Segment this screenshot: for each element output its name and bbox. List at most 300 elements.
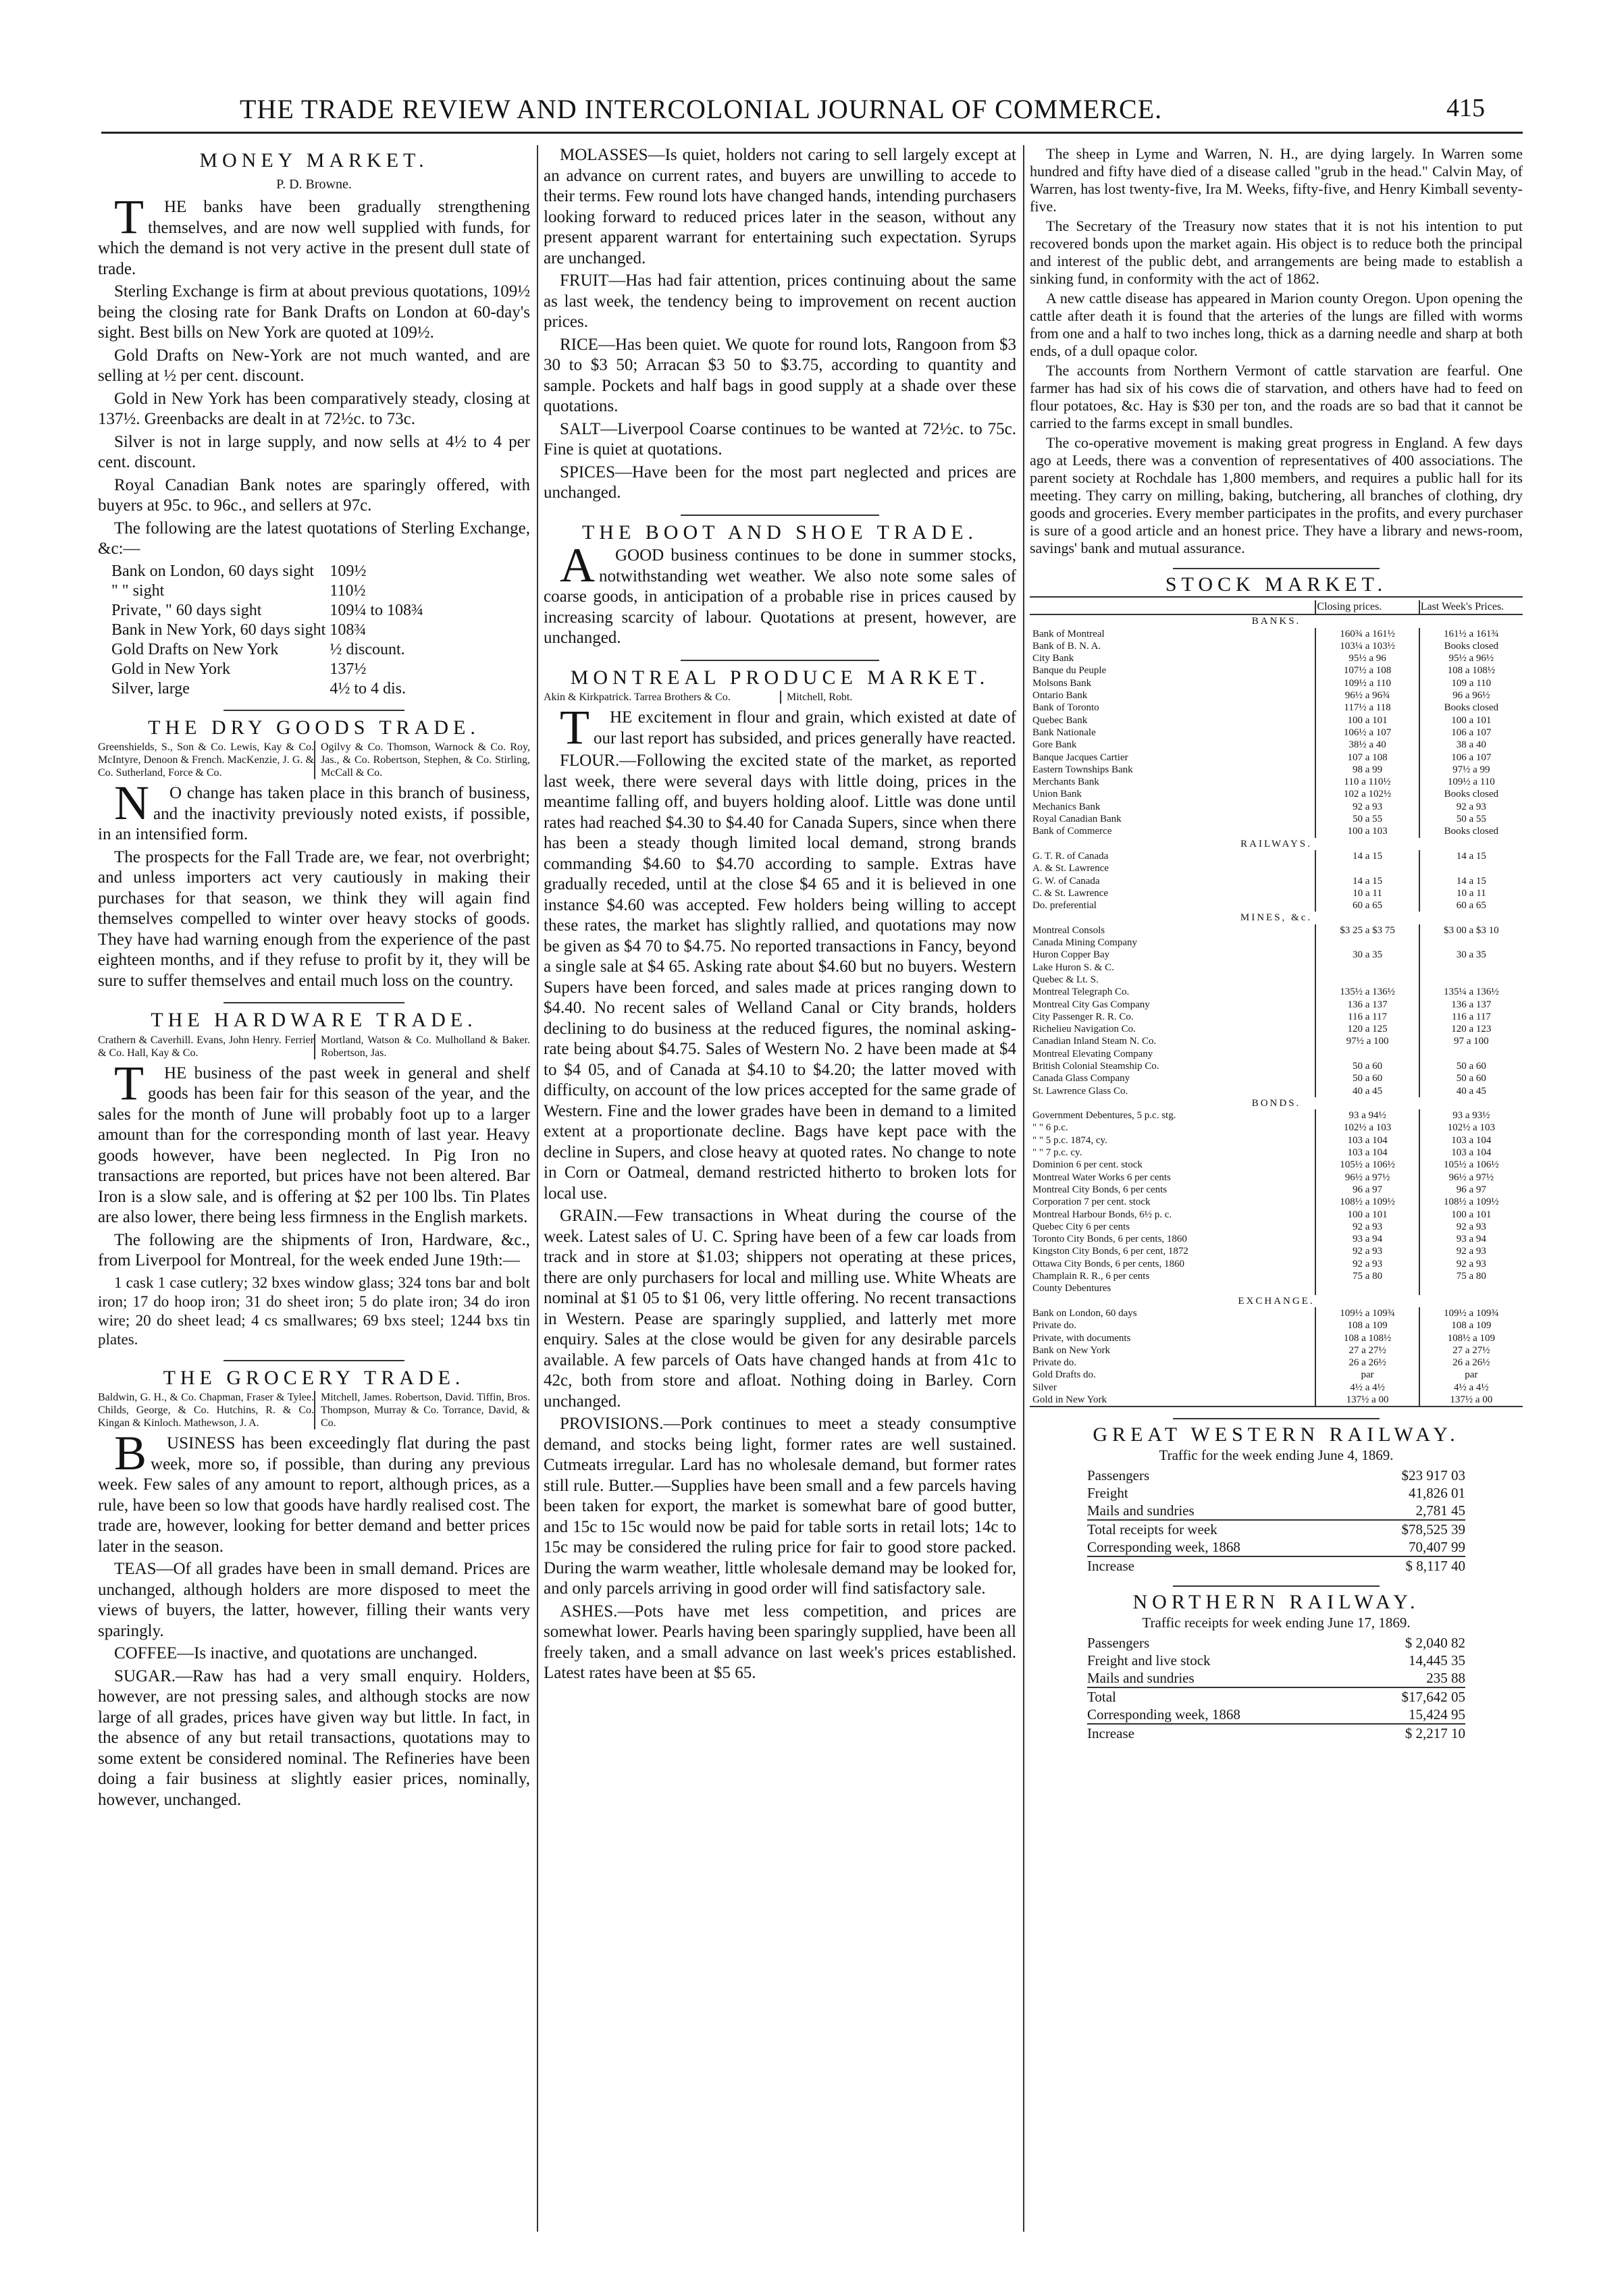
traffic-label: Total receipts for week [1087,1520,1354,1538]
last-week-price: 109½ a 110 [1419,776,1523,788]
stock-row [1030,999,1523,1011]
closing-price: 93 a 94½ [1315,1109,1419,1122]
stock-row [1030,1159,1523,1171]
stock-row [1030,1369,1523,1381]
closing-price: 92 a 93 [1315,1245,1419,1257]
paragraph: SALT—Liverpool Coarse continues to be wanted at 72½c. to 75c. Fine is quiet at quotations. [544,419,1016,458]
stock-row [1030,1357,1523,1369]
last-week-price [1419,962,1523,974]
closing-price: 60 a 65 [1315,899,1419,912]
news-paragraph: The Secretary of the Treasury now states that it is not his intention to put recovered bonds upon the market again. His object is to reduce both the principal and interest of the public debt, and arrangements are being made to establish a sinking fund, in conformity with the act of 1862. [1030,217,1523,287]
last-week-price: 30 a 35 [1419,949,1523,961]
paragraph: The following are the shipments of Iron, Hardware, &c., from Liverpool for Montreal, for the week ended June 19th:— [98,1230,530,1269]
stock-name: Bank on New York [1032,1344,1111,1356]
last-week-price: 97½ a 99 [1419,764,1523,776]
stock-row [1030,1109,1523,1122]
broker-list-left: Greenshields, S., Son & Co. Lewis, Kay & Co. McIntyre, Denoon & French. MacKenzie, J. G. & Co. Sutherland, Force & Co. [98,741,314,779]
stock-row [1030,1282,1523,1294]
last-week-price: 100 a 101 [1419,1209,1523,1221]
stock-group-heading [1030,838,1523,850]
traffic-amount: $ 2,217 10 [1354,1724,1465,1742]
traffic-label: Corresponding week, 1868 [1087,1706,1240,1723]
northern-subtitle: Traffic receipts for week ending June 17, 1869. [1142,1614,1411,1631]
closing-price: 10 a 11 [1315,887,1419,899]
quote-row [111,640,427,660]
traffic-amount: $17,642 05 [1354,1687,1465,1706]
stock-row [1030,1023,1523,1035]
traffic-row [1087,1634,1465,1652]
stock-row [1030,776,1523,788]
stock-row [1030,1270,1523,1282]
great-western-section [1030,1423,1523,1575]
stock-name: City Bank [1032,653,1074,664]
boot-shoe-heading: THE BOOT AND SHOE TRADE. [581,521,978,544]
broker-list-left: Akin & Kirkpatrick. Tarrea Brothers & Co. [544,691,731,703]
stock-name: Canadian Inland Steam N. Co. [1032,1036,1157,1047]
last-week-price: 93 a 93½ [1419,1109,1523,1122]
stock-row [1030,652,1523,664]
last-week-price: 137½ a 00 [1419,1394,1523,1406]
stock-row [1030,689,1523,702]
traffic-label: Passengers [1087,1635,1150,1652]
closing-price: 97½ a 100 [1315,1035,1419,1047]
section-divider [1173,1585,1380,1587]
stock-row [1030,1172,1523,1184]
stock-name: Bank of B. N. A. [1032,640,1101,652]
last-week-price: 93 a 94 [1419,1233,1523,1245]
last-week-price: 95½ a 96½ [1419,652,1523,664]
hardware-article [98,1010,530,1349]
stock-row [1030,974,1523,986]
stock-name: Banque du Peuple [1032,665,1107,677]
traffic-amount: 2,781 45 [1415,1502,1465,1519]
broker-list [98,741,530,779]
paragraph: FRUIT—Has had fair attention, prices continuing about the same as last week, the tendency being to improvement on recent auction prices. [544,271,1016,331]
stock-name: " " 6 p.c. [1032,1122,1068,1134]
paragraph: RICE—Has been quiet. We quote for round lots, Rangoon from $3 30 to $3 50; Arracan $3 50 to $3.75, according to quantity and sample. Pockets and half bags in good supply at a shade over these quotations. [544,335,1016,415]
broker-list-left: Crathern & Caverhill. Evans, John Henry. Ferrier & Co. Hall, Kay & Co. [98,1034,314,1059]
stock-name: Silver [1032,1382,1057,1393]
quote-value: 137½ [330,660,367,678]
stock-row [1030,1122,1523,1134]
quote-label: Private, " 60 days sight [111,601,262,619]
stock-row [1030,887,1523,899]
news-paragraph: The sheep in Lyme and Warren, N. H., are dying largely. In Warren some hundred and fifty have died of a disease called "grub in the head." Calvin May, of Warren, has lost twenty-five, Ira M. Weeks, fifty-five, and Henry Kimball seventy-five. [1030,145,1523,215]
traffic-row [1087,1520,1465,1538]
closing-price: 40 a 45 [1315,1085,1419,1097]
closing-price: 108½ a 109½ [1315,1196,1419,1208]
quote-value: 4½ to 4 dis. [330,679,407,698]
closing-price: 27 a 27½ [1315,1344,1419,1357]
stock-group-heading [1030,1295,1523,1307]
great-western-heading: GREAT WESTERN RAILWAY. [1093,1423,1460,1446]
paragraph: COFFEE—Is inactive, and quotations are unchanged. [114,1644,478,1662]
traffic-row [1087,1706,1465,1724]
grocery-heading: THE GROCERY TRADE. [163,1366,465,1389]
quote-row [111,581,427,601]
broker-list-right: Ogilvy & Co. Thomson, Warnock & Co. Roy, Jas., & Co. Robertson, Stephen, & Co. Stirling, McCall & Co. [314,741,530,779]
stock-name: Royal Canadian Bank [1032,814,1122,825]
stock-name: Private do. [1032,1320,1076,1332]
last-week-price: 135¼ a 136½ [1419,986,1523,998]
stock-name: Montreal Harbour Bonds, 6½ p. c. [1032,1209,1172,1220]
closing-price: 50 a 55 [1315,813,1419,825]
stock-name: Montreal Consols [1032,924,1105,936]
last-week-price: 161½ a 161¾ [1419,628,1523,640]
paragraph: BUSINESS has been exceedingly flat during the past week, more so, if possible, than during any previous week. Few sales of any amount to report, although prices, as a rule, have been so low that goods have hardly realised cost. The trade are, however, looking for better demand and better prices later in the season. [98,1426,530,1556]
stock-row [1030,1184,1523,1196]
stock-row [1030,677,1523,689]
great-western-subtitle: Traffic for the week ending June 4, 1869. [1159,1447,1394,1464]
stock-row [1030,899,1523,912]
closing-price: 4½ a 4½ [1315,1382,1419,1394]
stock-row [1030,1221,1523,1233]
last-week-price: 10 a 11 [1419,887,1523,899]
column-2 [544,145,1016,1686]
stock-name: " " 5 p.c. 1874, cy. [1032,1134,1107,1146]
stock-name: Gold in New York [1032,1394,1107,1405]
stock-row [1030,949,1523,961]
closing-price: 100 a 101 [1315,714,1419,727]
stock-name: Private do. [1032,1357,1076,1369]
closing-price: 137½ a 00 [1315,1394,1419,1406]
traffic-row [1087,1502,1465,1520]
stock-row [1030,752,1523,764]
section-divider [681,515,879,516]
closing-price: 92 a 93 [1315,1221,1419,1233]
masthead-rule [101,132,1523,134]
last-week-price: 96½ a 97½ [1419,1172,1523,1184]
closing-price: 106½ a 107 [1315,727,1419,739]
traffic-amount: $ 2,040 82 [1405,1635,1465,1652]
last-week-price: 103 a 104 [1419,1147,1523,1159]
stock-name: Banque Jacques Cartier [1032,752,1128,763]
stock-row [1030,1319,1523,1332]
last-week-price: 14 a 15 [1419,850,1523,862]
last-week-price: 50 a 60 [1419,1060,1523,1072]
hardware-heading: THE HARDWARE TRADE. [151,1009,477,1031]
stock-name: Mechanics Bank [1032,801,1101,812]
northern-traffic-table [1087,1634,1465,1742]
closing-price: 92 a 93 [1315,801,1419,813]
stock-market-section [1030,573,1523,1407]
stock-row [1030,1011,1523,1023]
header-name [1030,600,1315,614]
last-week-price: 108 a 108½ [1419,664,1523,677]
stock-name: Montreal Water Works 6 per cents [1032,1172,1171,1183]
last-week-price: 102½ a 103 [1419,1122,1523,1134]
closing-price: 30 a 35 [1315,949,1419,961]
stock-row [1030,1382,1523,1394]
stock-name: Corporation 7 per cent. stock [1032,1197,1151,1208]
broker-list-left: Baldwin, G. H., & Co. Chapman, Fraser & Tylee. Childs, George, & Co. Hutchins, R. & Co. Kingan & Kinloch. Mathewson, J. A. [98,1392,314,1429]
last-week-price [1419,1282,1523,1294]
stock-name: Kingston City Bonds, 6 per cent, 1872 [1032,1246,1188,1257]
closing-price [1315,974,1419,986]
last-week-price: 106 a 107 [1419,727,1523,739]
traffic-label: Corresponding week, 1868 [1087,1539,1240,1556]
traffic-amount: 14,445 35 [1409,1652,1465,1669]
column-1 [98,145,530,1812]
stock-row [1030,739,1523,751]
stock-group-heading [1030,912,1523,924]
closing-price: 120 a 125 [1315,1023,1419,1035]
last-week-price: 105½ a 106½ [1419,1159,1523,1171]
traffic-label: Freight and live stock [1087,1652,1211,1669]
closing-price: 50 a 60 [1315,1072,1419,1084]
stock-row [1030,1344,1523,1357]
traffic-amount: 41,826 01 [1409,1485,1465,1502]
stock-name: Government Debentures, 5 p.c. stg. [1032,1110,1176,1122]
closing-price [1315,1282,1419,1294]
broker-list-right: Mortland, Watson & Co. Mulholland & Baker. Robertson, Jas. [314,1034,530,1059]
page-number: 415 [1446,94,1485,122]
closing-price: par [1315,1369,1419,1381]
traffic-row [1087,1467,1465,1484]
paragraph: SPICES—Have been for the most part neglected and prices are unchanged. [544,463,1016,502]
stock-row [1030,702,1523,714]
quote-row [111,621,427,640]
stock-row [1030,962,1523,974]
stock-name: Montreal City Gas Company [1032,999,1150,1010]
stock-row [1030,1307,1523,1319]
last-week-price: 14 a 15 [1419,875,1523,887]
paragraph: THE business of the past week in general and shelf goods has been fair for this season of the year, and the sales for the month of June will probably foot up to a larger amount than for the corresponding month of last year. Heavy goods however, have been neglected. In Pig Iron no transactions are reported, but prices have not been altered. Bar Iron is a slow sale, and is offering at $2 per 100 lbs. Tin Plates are also lower, there being less firmness in the English markets. [98,1055,530,1226]
stock-name: G. T. R. of Canada [1032,850,1109,862]
last-week-price: 100 a 101 [1419,714,1523,727]
montreal-produce-heading: MONTREAL PRODUCE MARKET. [570,666,990,689]
traffic-label: Mails and sundries [1087,1670,1195,1687]
money-market-heading: MONEY MARKET. [199,149,429,172]
last-week-price [1419,862,1523,874]
closing-price: 135½ a 136½ [1315,986,1419,998]
last-week-price: 92 a 93 [1419,1245,1523,1257]
stock-row [1030,1233,1523,1245]
traffic-amount: $23 917 03 [1401,1467,1465,1484]
quote-value: 109¼ to 108¾ [330,601,424,619]
stock-row [1030,1196,1523,1208]
montreal-produce-article [544,668,1016,1684]
stock-name: G. W. of Canada [1032,875,1100,887]
dry-goods-heading: THE DRY GOODS TRADE. [148,716,480,739]
boot-shoe-article [544,523,1016,649]
stock-market-heading: STOCK MARKET. [1165,573,1388,596]
last-week-price: Books closed [1419,640,1523,652]
broker-list [544,691,1016,704]
stock-name: County Debentures [1032,1283,1111,1294]
last-week-price: Books closed [1419,702,1523,714]
stock-row [1030,825,1523,837]
stock-name: Bank on London, 60 days [1032,1307,1137,1319]
stock-table-body [1030,614,1523,1406]
dry-goods-article [98,718,530,992]
stock-name: C. & St. Lawrence [1032,887,1109,899]
news-items [1030,145,1523,557]
section-divider [1173,568,1380,569]
stock-name: Richelieu Navigation Co. [1032,1024,1136,1035]
traffic-amount: $78,525 39 [1354,1520,1465,1538]
stock-name: Ottawa City Bonds, 6 per cents, 1860 [1032,1258,1184,1269]
closing-price: 109½ a 110 [1315,677,1419,689]
shipments-list: 1 cask 1 case cutlery; 32 bxes window glass; 324 tons bar and bolt iron; 17 do hoop iron; 31 do sheet iron; 5 do plate iron; 34 do iron wire; 20 do sheet lead; 4 cs smallwares; 69 bxs steel; 1244 bxs tin plates. [98,1273,530,1348]
traffic-row [1087,1538,1465,1556]
stock-row [1030,813,1523,825]
stock-group-label: MINES, &c. [1240,912,1313,924]
stock-name: Montreal Elevating Company [1032,1048,1153,1059]
stock-row [1030,1035,1523,1047]
stock-name: Private, with documents [1032,1332,1131,1344]
stock-name: Gold Drafts do. [1032,1369,1096,1381]
northern-heading: NORTHERN RAILWAY. [1132,1591,1420,1614]
closing-price: 26 a 26½ [1315,1357,1419,1369]
stock-name: Bank Nationale [1032,727,1096,738]
stock-name: Toronto City Bonds, 6 per cents, 1860 [1032,1234,1187,1245]
stock-row [1030,937,1523,949]
paragraph: Sterling Exchange is firm at about previous quotations, 109½ being the closing rate for Bank Drafts on London at 60-day's sight. Best bills on New York are quoted at 109½. [98,282,530,342]
closing-price: 38½ a 40 [1315,739,1419,751]
stock-name: Quebec Bank [1032,714,1088,726]
stock-group-label: RAILWAYS. [1240,838,1312,849]
quote-row [111,660,427,679]
stock-name: A. & St. Lawrence [1032,863,1109,874]
traffic-row [1087,1669,1465,1687]
paragraph: NO change has taken place in this branch of business, and the inactivity previously noted exists, if possible, in an intensified form. [98,776,530,843]
last-week-price: 97 a 100 [1419,1035,1523,1047]
stock-row [1030,628,1523,640]
last-week-price: 108½ a 109½ [1419,1196,1523,1208]
last-week-price: 50 a 60 [1419,1072,1523,1084]
stock-row [1030,788,1523,800]
money-market-byline: P. D. Browne. [276,176,352,192]
header-closing: Closing prices. [1315,600,1419,614]
news-paragraph: A new cattle disease has appeared in Marion county Oregon. Upon opening the cattle after death it is found that the arteries of the lungs are filled with worms from one and a half to two inches long, thick as a darning needle and sharp at both ends, of a dull opaque color. [1030,290,1523,359]
closing-price: 116 a 117 [1315,1011,1419,1023]
closing-price: 110 a 110½ [1315,776,1419,788]
section-divider [224,1360,405,1361]
stock-row [1030,801,1523,813]
quote-row [111,601,427,621]
last-week-price: 40 a 45 [1419,1085,1523,1097]
stock-name: Montreal Telegraph Co. [1032,987,1130,998]
closing-price: 107 a 108 [1315,752,1419,764]
closing-price: 96 a 97 [1315,1184,1419,1196]
traffic-label: Passengers [1087,1467,1150,1484]
stock-group-label: BANKS. [1251,616,1301,627]
great-western-traffic-table [1087,1467,1465,1575]
paragraph: The following are the latest quotations of Sterling Exchange, &c:— [98,519,530,558]
traffic-amount: 235 88 [1426,1670,1465,1687]
section-divider [224,1002,405,1003]
traffic-label: Total [1087,1687,1354,1706]
last-week-price: 50 a 55 [1419,813,1523,825]
stock-name: Montreal City Bonds, 6 per cents [1032,1184,1168,1195]
paragraph: Gold in New York has been comparatively steady, closing at 137½. Greenbacks are dealt in at 72½c. to 73c. [98,389,530,428]
quote-value: 108¾ [330,621,367,639]
stock-name: Gore Bank [1032,739,1077,751]
stock-table-frame [1030,596,1523,1407]
broker-list [98,1034,530,1059]
paragraph: THE banks have been gradually strengthening themselves, and are now well supplied with funds, for which the demand is not very active in the present dull state of trade. [98,190,530,278]
stock-name: Bank of Commerce [1032,826,1112,837]
traffic-label: Increase [1087,1724,1354,1742]
last-week-price: 26 a 26½ [1419,1357,1523,1369]
last-week-price: 75 a 80 [1419,1270,1523,1282]
stock-name: St. Lawrence Glass Co. [1032,1085,1128,1097]
stock-name: Quebec City 6 per cents [1032,1221,1130,1232]
stock-name: Bank of Toronto [1032,702,1099,714]
paragraph: The prospects for the Fall Trade are, we fear, not overbright; and unless importers act very cautiously in making their purchases for that season, we think they will again find themselves compelled to winter over heavy stocks of goods. They have had warning enough from the experience of the past eighteen months, and if they refuse to profit by it, they will be sure to suffer themselves and entail much loss on the country. [98,847,530,990]
closing-price: 95½ a 96 [1315,652,1419,664]
last-week-price: 116 a 117 [1419,1011,1523,1023]
quote-value: 109½ [330,562,367,580]
closing-price: 107½ a 108 [1315,664,1419,677]
closing-price: $3 25 a $3 75 [1315,924,1419,937]
traffic-amount: $ 8,117 40 [1354,1556,1465,1575]
masthead: THE TRADE REVIEW AND INTERCOLONIAL JOURNAL OF COMMERCE. [240,94,1163,124]
stock-row [1030,850,1523,862]
last-week-price: Books closed [1419,788,1523,800]
closing-price: 108 a 108½ [1315,1332,1419,1344]
paragraph: FLOUR.—Following the excited state of the market, as reported last week, there were several days with little doing, prices in the meantime falling off, and buyers holding aloof. Little was done until rates had reached $4.30 to $4.40 for Canada Supers, since when there has been a steady though limited local demand, strong brands commanding $4.60 to $4.70 according to sample. Extras have gradually receded, until at the close $4 65 and it is believed in one instance $4.60 was accepted. Few holders being willing to accept these rates, the market has slightly rallied, and quotations may now be given as $4 70 to $4.75. No reported transactions in Fancy, beyond a single sale at $4 65. Asking rate about $4.60 but no buyers. Western Supers have been forced, and sales made at prices ranging down to $4.40. No recent sales of Welland Canal or City brands, holders declining to do business at the reduced figures, the nominal asking-rate being about $4.75. Sales of Western No. 2 have been made at $4 to $4 05, and of Canada at $4.10 to $4.20; the latter moved with difficulty, on account of the low prices accepted for the same grade of Western. Fine and the lower grades have been in demand to a limited extent at a proportionate decline. Bags have kept pace with the decline in Supers, and close heavy at quoted rates. No change to note in Corn or Oatmeal, demand restricted hitherto to broken lots for local use. [544,752,1016,1203]
last-week-price [1419,1048,1523,1060]
last-week-price: 38 a 40 [1419,739,1523,751]
stock-row [1030,664,1523,677]
traffic-amount: 70,407 99 [1409,1539,1465,1556]
last-week-price: 109 a 110 [1419,677,1523,689]
stock-row [1030,986,1523,998]
quote-label: " " sight [111,581,165,600]
stock-group-heading [1030,1097,1523,1109]
stock-name: Merchants Bank [1032,777,1099,788]
section-divider [681,660,879,661]
closing-price: 108 a 109 [1315,1319,1419,1332]
closing-price [1315,962,1419,974]
broker-list [98,1391,530,1429]
traffic-row [1087,1687,1465,1706]
closing-price: 102 a 102½ [1315,788,1419,800]
closing-price: 50 a 60 [1315,1060,1419,1072]
closing-price: 100 a 103 [1315,825,1419,837]
stock-name: Ontario Bank [1032,690,1088,702]
news-paragraph: The co-operative movement is making great progress in England. A few days ago at Leeds, there was a convention of representatives of 400 associations. The parent society at Rochdale has 1,800 members, and requires a public hall for its meeting. They carry on milling, baking, butchering, all branches of clothing, dry goods and groceries. Every member participates in the profits, and every purchaser is sure of a good article and an honest price. They have a library and news-room, savings' bank and mutual assurance. [1030,434,1523,556]
quote-value: 110½ [330,581,366,600]
traffic-amount: 15,424 95 [1409,1706,1465,1723]
last-week-price: 96 a 96½ [1419,689,1523,702]
stock-group-label: BONDS. [1251,1097,1301,1109]
last-week-price: 96 a 97 [1419,1184,1523,1196]
broker-list-right: Mitchell, Robt. [780,691,1016,704]
stock-row [1030,1209,1523,1221]
closing-price: 105½ a 106½ [1315,1159,1419,1171]
paragraph: Silver is not in large supply, and now sells at 4½ to 4 per cent. discount. [98,432,530,471]
stock-row [1030,1048,1523,1060]
paragraph: Gold Drafts on New-York are not much wanted, and are selling at ½ per cent. discount. [98,346,530,385]
money-market-article [98,151,530,699]
paragraph: GRAIN.—Few transactions in Wheat during the course of the week. Latest sales of U. C. Spring have been of a few car loads from track and in store at $1.03; shippers not operating at these prices, there are only purchasers for local and milling use. White Wheats are nominal at $1 05 to $1 06, very little offering. No recent transactions in Western. Pease are sparingly supplied, and latterly met more enquiry. Sales at the close would be given for any desirable parcels available. A few parcels of Oats have changed hands at from 41c to 42c, both from store and afloat. Nothing doing in Barley. Corn unchanged. [544,1207,1016,1411]
traffic-row [1087,1724,1465,1742]
stock-name: Champlain R. R., 6 per cents [1032,1271,1150,1282]
closing-price: 109½ a 109¾ [1315,1307,1419,1319]
quote-label: Bank in New York, 60 days sight [111,621,326,639]
northern-section [1030,1591,1523,1742]
exchange-quotes-table [111,562,427,699]
closing-price: 117½ a 118 [1315,702,1419,714]
stock-group-heading [1030,614,1523,627]
stock-row [1030,862,1523,874]
stock-name: Canada Glass Company [1032,1073,1130,1084]
paragraph: ASHES.—Pots have met less competition, and prices are somewhat lower. Pearls having been sparingly supplied, have been all freely taken, and a small advance on last week's prices established. Latest rates have been at $5 65. [544,1602,1016,1682]
traffic-row [1087,1652,1465,1669]
